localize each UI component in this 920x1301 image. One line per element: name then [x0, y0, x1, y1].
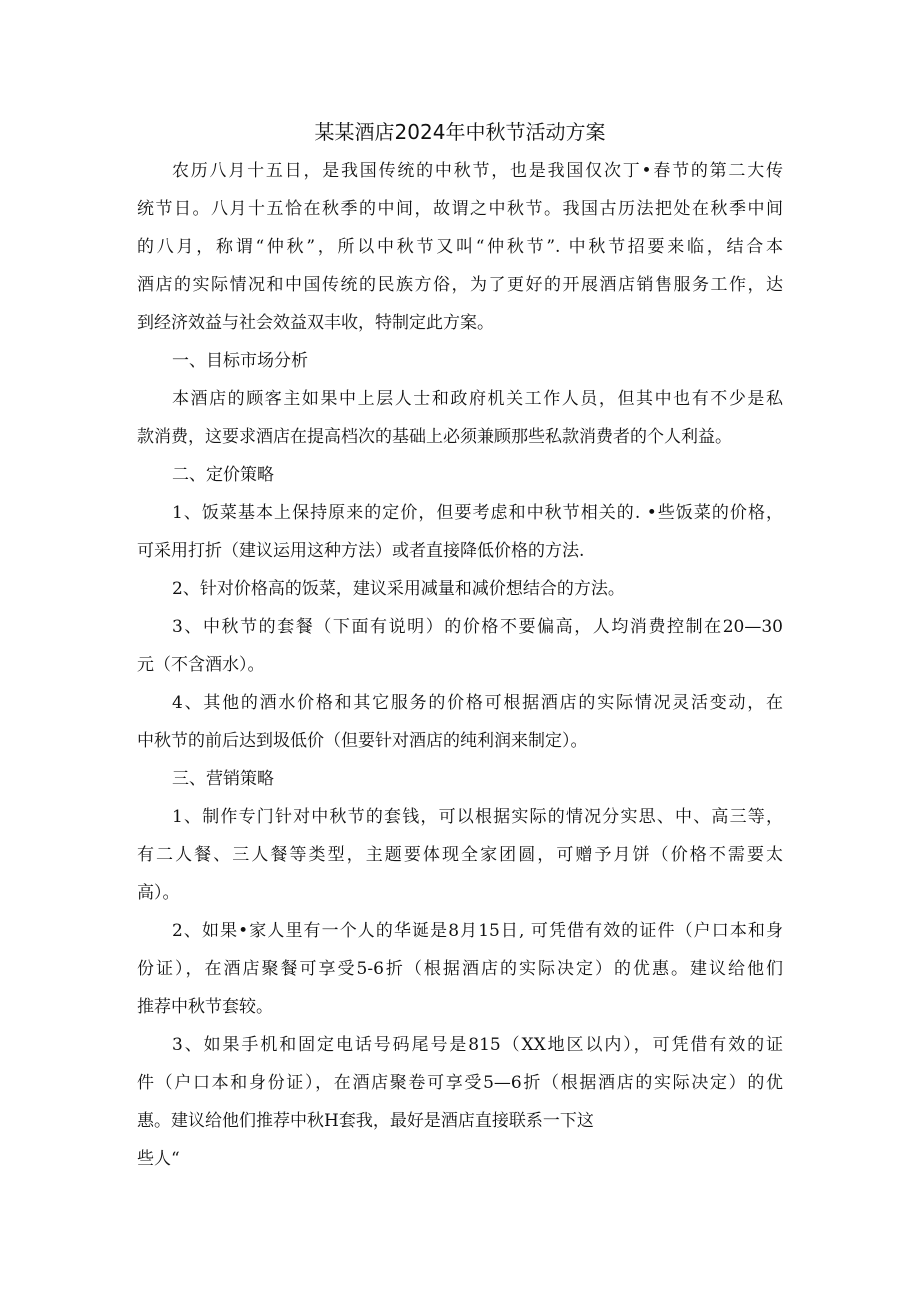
paragraph-line: 有二人餐、三人餐等类型，主题要体现全家团圆，可赠予月饼（价格不需要太 [137, 845, 783, 865]
paragraph-line: 3、如果手机和固定电话号码尾号是815（XX地区以内），可凭借有效的证 [172, 1035, 783, 1055]
paragraph-line: 惠。建议给他们推荐中秋H套我，最好是酒店直接联系一下这 [137, 1111, 594, 1131]
section-heading: 一、目标市场分析 [172, 351, 308, 371]
paragraph-line: 2、如果•家人里有一个人的华诞是8月15日, 可凭借有效的证件（户口本和身 [172, 921, 783, 941]
paragraph-line: 2、针对价格高的饭菜，建议采用减量和减价想结合的方法。 [172, 579, 625, 599]
paragraph-line: 元（不含酒水）。 [137, 655, 265, 675]
paragraph-line: 1、制作专门针对中秋节的套钱，可以根据实际的情况分实思、中、高三等， [172, 807, 783, 827]
document-title: 某某酒店2024年中秋节活动方案 [314, 120, 606, 144]
paragraph-line: 农历八月十五日，是我国传统的中秋节，也是我国仅次丁•春节的第二大传 [172, 161, 783, 181]
paragraph-line: 中秋节的前后达到圾低价（但要针对酒店的纯利润来制定）。 [137, 731, 588, 751]
paragraph-line: 本酒店的顾客主如果中上层人士和政府机关工作人员，但其中也有不少是私 [172, 389, 783, 409]
paragraph-line: 款消费，这要求酒店在提高档次的基础上必须兼顾那些私款消费者的个人利益。 [137, 427, 732, 447]
section-heading: 三、营销策略 [172, 769, 274, 789]
paragraph-line: 3、中秋节的套餐（下面有说明）的价格不要偏高，人均消费控制在20—30 [172, 617, 783, 637]
paragraph-line: 到经济效益与社会效益双丰收，特制定此方案。 [137, 313, 494, 333]
paragraph-line: 高）。 [137, 883, 180, 903]
paragraph-line: 统节日。八月十五恰在秋季的中间，故谓之中秋节。我国古历法把处在秋季中间 [137, 199, 783, 219]
paragraph-line: 份证），在酒店聚餐可享受5-6折（根据酒店的实际决定）的优惠。建议给他们 [137, 959, 783, 979]
paragraph-line: 酒店的实际情况和中国传统的民族方俗，为了更好的开展酒店销售服务工作，达 [137, 275, 783, 295]
paragraph-line: 件（户口本和身份证），在酒店聚卷可享受5—6折（根据酒店的实际决定）的优 [137, 1073, 783, 1093]
section-heading: 二、定价策略 [172, 465, 274, 485]
paragraph-line: 1、饭菜基本上保持原来的定价，但要考虑和中秋节相关的. •些饭菜的价格， [172, 503, 783, 523]
paragraph-line: 的八月，称谓“仲秋”，所以中秋节又叫“仲秋节”. 中秋节招要来临，结合本 [137, 237, 783, 257]
paragraph-line: 推荐中秋节套较。 [137, 997, 273, 1017]
paragraph-line: 4、其他的酒水价格和其它服务的价格可根据酒店的实际情况灵活变动，在 [172, 693, 783, 713]
paragraph-line: 些人“ [137, 1149, 180, 1169]
paragraph-line: 可采用打折（建议运用这种方法）或者直接降低价格的方法. [137, 541, 585, 561]
